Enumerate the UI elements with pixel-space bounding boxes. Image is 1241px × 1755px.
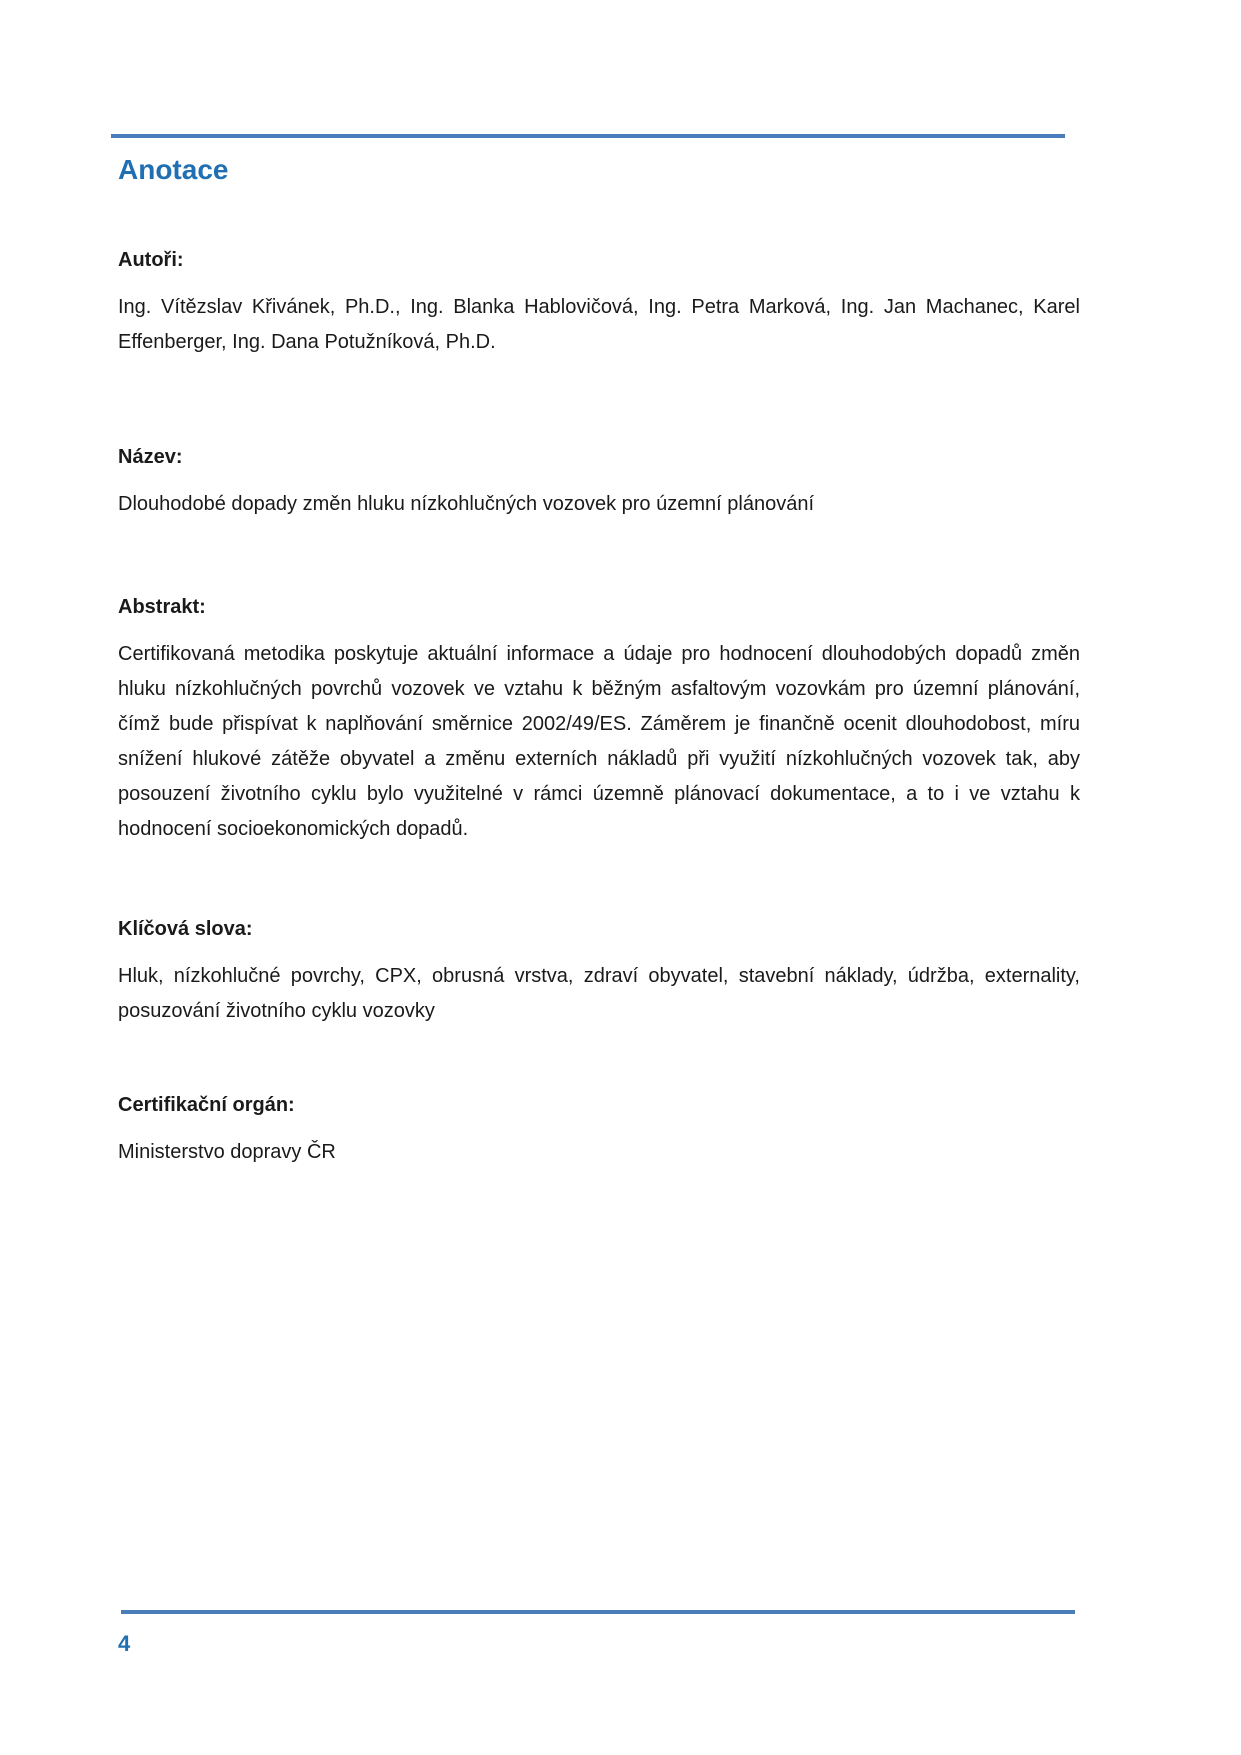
keywords-label: Klíčová slova: xyxy=(118,918,253,940)
page-number: 4 xyxy=(118,1631,131,1656)
title-section xyxy=(118,440,1080,522)
keywords-section xyxy=(118,912,1080,1029)
title-text: Dlouhodobé dopady změn hluku nízkohlučných vozovek pro územní plánování xyxy=(118,493,814,515)
abstract-label: Abstrakt: xyxy=(118,596,206,618)
certification-label: Certifikační orgán: xyxy=(118,1094,295,1116)
bottom-divider xyxy=(121,1610,1075,1614)
title-label: Název: xyxy=(118,446,183,468)
abstract-section xyxy=(118,590,1080,847)
certification-text: Ministerstvo dopravy ČR xyxy=(118,1141,336,1163)
authors-section xyxy=(118,243,1080,360)
top-divider xyxy=(111,134,1065,138)
abstract-text: Certifikovaná metodika poskytuje aktuální informace a údaje pro hodnocení dlouhodobých dopadů změn hluku nízkohlučných povrchů vozovek ve vztahu k běžným asfaltovým vozovkám pro územní plánování, čímž bude přispívat k naplňování směrnice 2002/49/ES. Záměrem je finančně ocenit dlouhodobost, míru snížení hlukové zátěže obyvatel a změnu externích nákladů při využití nízkohlučných vozovek tak, aby posouzení životního cyklu bylo využitelné v rámci územně plánovací dokumentace, a to i ve vztahu k hodnocení socioekonomických dopadů. xyxy=(118,643,1080,840)
authors-text: Ing. Vítězslav Křivánek, Ph.D., Ing. Blanka Hablovičová, Ing. Petra Marková, Ing. Jan Machanec, Karel Effenberger, Ing. Dana Potužníková, Ph.D. xyxy=(118,296,1080,353)
page-title: Anotace xyxy=(118,154,229,185)
certification-section xyxy=(118,1088,1080,1170)
authors-label: Autoři: xyxy=(118,249,184,271)
keywords-text: Hluk, nízkohlučné povrchy, CPX, obrusná vrstva, zdraví obyvatel, stavební náklady, údržba, externality, posuzování životního cyklu vozovky xyxy=(118,965,1080,1022)
